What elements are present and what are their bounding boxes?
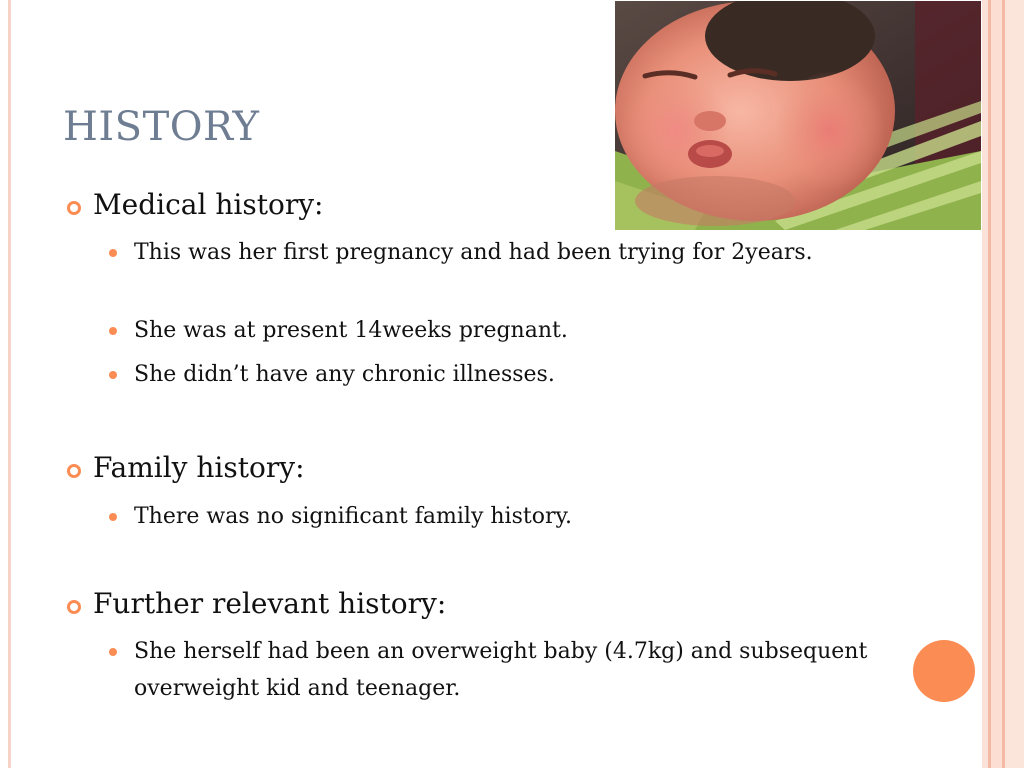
list-item: There was no significant family history. [134,504,572,529]
section-heading-family: Family history: [93,451,305,484]
circle-bullet-icon [66,200,82,216]
list-item: She herself had been an overweight baby (4.7kg) and subsequent overweight kid and teenager. [134,639,868,701]
dot-bullet-icon [109,513,117,521]
section-heading-medical: Medical history: [93,188,324,221]
list-item: This was her first pregnancy and had been trying for 2years. [134,240,813,265]
accent-circle [913,640,975,702]
dot-bullet-icon [109,327,117,335]
list-item: She was at present 14weeks pregnant. [134,318,568,343]
dot-bullet-icon [109,249,117,257]
dot-bullet-icon [109,371,117,379]
dot-bullet-icon [109,648,117,656]
slide-title: HISTORY [63,104,260,150]
list-item: She didn’t have any chronic illnesses. [134,362,555,387]
section-heading-further: Further relevant history: [93,587,447,620]
circle-bullet-icon [66,599,82,615]
circle-bullet-icon [66,463,82,479]
